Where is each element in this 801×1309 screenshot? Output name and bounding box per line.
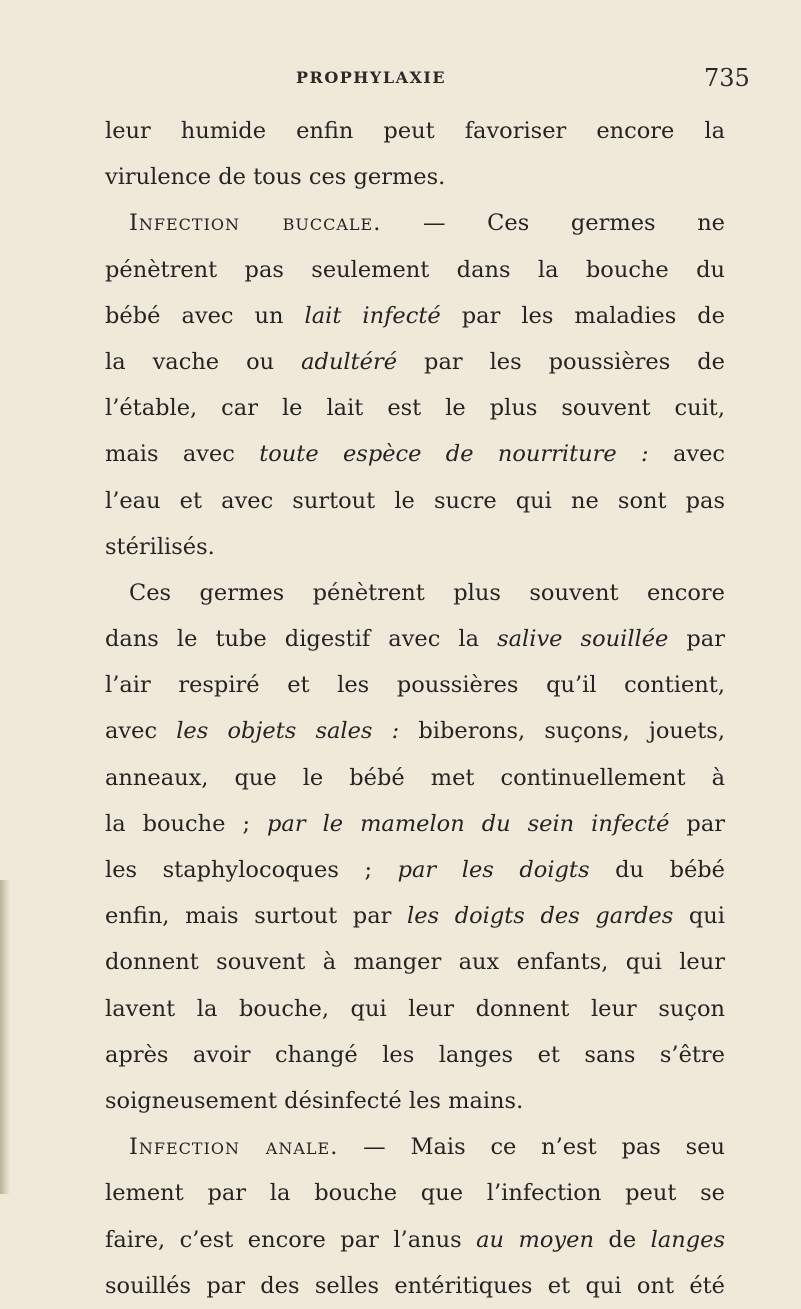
- text-line: [105, 1032, 725, 1078]
- text-line: [105, 893, 725, 939]
- text-run: lement par la bouche que l’infection peut se: [105, 1180, 725, 1207]
- text-line: [105, 247, 725, 293]
- text-line: [105, 986, 725, 1032]
- text-run: mais avec: [105, 441, 260, 468]
- text-line: [105, 616, 725, 662]
- text-run: faire, c’est encore par l’anus: [105, 1226, 477, 1253]
- text-run: du bébé: [589, 857, 726, 883]
- running-head: PROPHYLAXIE: [296, 68, 447, 87]
- text-run: pénètrent pas seulement dans la bouche du: [105, 256, 725, 283]
- text-line: [105, 708, 725, 754]
- text-run: enfin, mais surtout par: [105, 903, 408, 930]
- section-heading: Infection buccale.: [129, 210, 382, 237]
- text-run: dans le tube digestif avec la: [105, 626, 498, 653]
- text-run: Ces germes pénètrent plus souvent encore: [129, 579, 725, 606]
- emphasis-text: salive souillée: [497, 626, 669, 653]
- text-line: [105, 1217, 725, 1263]
- text-line: [105, 293, 725, 339]
- section-heading: Infection anale.: [129, 1134, 339, 1161]
- text-line: [105, 1263, 725, 1309]
- emphasis-text: les objets sales :: [176, 718, 400, 745]
- text-run: par: [669, 810, 725, 837]
- text-run: lavent la bouche, qui leur donnent leur suçon: [105, 995, 725, 1022]
- text-run: biberons, suçons, jouets,: [399, 718, 725, 745]
- emphasis-text: adultéré: [301, 348, 398, 375]
- text-line: [105, 1170, 725, 1216]
- text-run: par les poussières de: [397, 348, 725, 375]
- emphasis-text: toute espèce de nourriture :: [259, 441, 649, 468]
- text-run: après avoir changé les langes et sans s’être: [105, 1041, 725, 1068]
- text-run: anneaux, que le bébé met continuellement à: [105, 764, 725, 791]
- text-line: [105, 801, 725, 847]
- text-run: stérilisés.: [105, 533, 215, 560]
- text-line: [105, 755, 725, 801]
- text-line: [105, 570, 725, 616]
- text-run: bébé avec un: [105, 302, 305, 329]
- page-edge-shadow: [0, 880, 10, 1194]
- emphasis-text: lait infecté: [304, 302, 441, 329]
- text-run: avec: [105, 718, 177, 745]
- text-run: virulence de tous ces germes.: [105, 164, 446, 191]
- text-run: avec: [648, 441, 725, 468]
- text-line: [105, 431, 725, 477]
- text-line: [105, 1078, 725, 1124]
- text-line: [105, 847, 725, 893]
- text-line: [105, 339, 725, 385]
- text-run: de: [593, 1226, 651, 1253]
- text-run: la bouche ;: [105, 810, 268, 837]
- text-run: qui: [673, 903, 725, 930]
- text-run: par les maladies de: [440, 302, 725, 329]
- emphasis-text: langes: [650, 1226, 725, 1253]
- text-run: leur humide enfin peut favoriser encore la: [105, 118, 725, 144]
- page-number: 735: [704, 64, 750, 92]
- text-run: soigneusement désinfecté les mains.: [105, 1087, 524, 1114]
- text-line: [105, 939, 725, 985]
- text-line: [105, 108, 725, 154]
- text-run: par: [668, 626, 725, 653]
- emphasis-text: par les doigts: [397, 857, 590, 883]
- text-run: les staphylocoques ;: [105, 857, 398, 883]
- text-run: souillés par des selles entéritiques et qui ont été: [105, 1272, 725, 1299]
- text-run: la vache ou: [105, 348, 302, 375]
- text-run: — Ces germes ne: [381, 210, 725, 237]
- page-header: [0, 64, 801, 94]
- text-run: donnent souvent à manger aux enfants, qui leur: [105, 949, 725, 976]
- text-line: [105, 200, 725, 246]
- emphasis-text: au moyen: [476, 1226, 594, 1253]
- text-line: [105, 478, 725, 524]
- emphasis-text: par le mamelon du sein infecté: [267, 810, 670, 837]
- text-line: [105, 1124, 725, 1170]
- text-run: — Mais ce n’est pas seu: [338, 1134, 725, 1161]
- text-run: l’eau et avec surtout le sucre qui ne sont pas: [105, 487, 725, 514]
- text-line: [105, 662, 725, 708]
- text-run: l’air respiré et les poussières qu’il contient,: [105, 672, 725, 699]
- text-line: [105, 385, 725, 431]
- text-line: [105, 524, 725, 570]
- text-run: l’étable, car le lait est le plus souvent cuit,: [105, 395, 725, 422]
- body-text: [105, 108, 725, 1309]
- text-line: [105, 154, 725, 200]
- emphasis-text: les doigts des gardes: [407, 903, 674, 930]
